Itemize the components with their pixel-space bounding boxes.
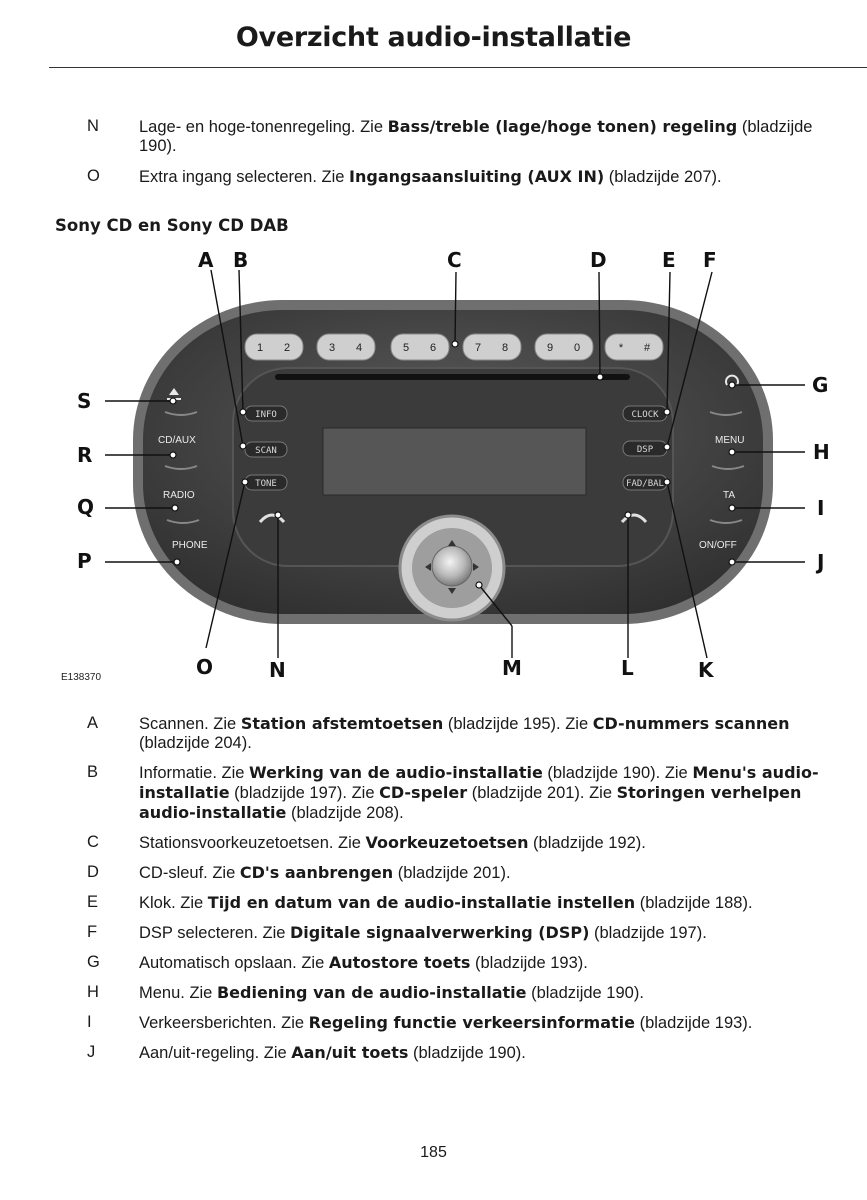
bottom-item-list	[86, 714, 846, 1073]
item-text-segment: Verkeersberichten. Zie	[139, 1014, 309, 1032]
list-item	[86, 117, 846, 156]
item-letter: G	[87, 953, 100, 971]
item-text-segment: Informatie. Zie	[139, 764, 250, 782]
callout-q: Q	[77, 495, 95, 519]
item-letter: C	[87, 833, 99, 851]
item-reference: Storingen verhelpen audio-installatie	[139, 783, 802, 822]
list-item	[86, 1013, 846, 1033]
page-number: 185	[420, 1144, 447, 1161]
item-text	[139, 117, 846, 156]
item-text	[139, 1013, 846, 1033]
preset-key-label: 7	[474, 342, 482, 354]
leader-c	[455, 272, 456, 344]
callout-f: F	[703, 248, 717, 272]
title-divider	[49, 67, 867, 68]
item-text-segment: (bladzijde 197).	[589, 924, 707, 942]
item-text-segment: DSP selecteren. Zie	[139, 924, 291, 942]
item-text-segment: (bladzijde 201). Zie	[467, 784, 617, 802]
callout-m: M	[502, 656, 522, 680]
item-letter: O	[87, 167, 100, 185]
callout-p: P	[77, 549, 92, 573]
leader-d	[599, 272, 600, 377]
audio-unit-diagram	[55, 240, 845, 690]
info-button-label: INFO	[255, 410, 277, 420]
callout-a: A	[198, 248, 214, 272]
fad-bal-button-label: FAD/BAL	[626, 479, 664, 489]
callout-d: D	[590, 248, 607, 272]
item-text	[139, 714, 846, 753]
preset-key-label: *	[618, 342, 624, 354]
item-text	[139, 953, 846, 973]
item-text-segment: (bladzijde 193).	[470, 954, 588, 972]
dot-i	[729, 505, 735, 511]
item-reference: Digitale signaalverwerking (DSP)	[290, 923, 590, 942]
dot-a	[240, 443, 246, 449]
item-letter: N	[87, 117, 99, 135]
item-reference: Voorkeuzetoetsen	[365, 833, 529, 852]
item-text-segment: CD-sleuf. Zie	[139, 864, 240, 882]
callout-g: G	[812, 373, 829, 397]
item-text	[139, 893, 846, 913]
callout-l: L	[621, 656, 634, 680]
preset-key-pair-star-hash[interactable]	[605, 334, 663, 360]
item-text-segment: (bladzijde 190). Zie	[542, 764, 693, 782]
preset-key-pair-3-4[interactable]	[317, 334, 375, 360]
cd-aux-label: CD/AUX	[158, 435, 196, 446]
item-text	[139, 983, 846, 1003]
callout-e: E	[662, 248, 676, 272]
display-screen	[323, 428, 586, 495]
item-text	[139, 923, 846, 943]
item-reference: Aan/uit toets	[291, 1043, 409, 1062]
item-letter: B	[87, 763, 99, 781]
callout-s: S	[77, 389, 92, 413]
list-item	[86, 1043, 846, 1063]
dot-g	[729, 382, 735, 388]
callout-b: B	[233, 248, 249, 272]
dot-h	[729, 449, 735, 455]
scan-button-label: SCAN	[255, 446, 277, 456]
list-item	[86, 167, 846, 187]
dot-s	[170, 398, 176, 404]
item-text-segment: Klok. Zie	[139, 894, 208, 912]
list-item	[86, 763, 846, 823]
dot-f	[664, 444, 670, 450]
radio-label: RADIO	[163, 490, 195, 501]
dot-j	[729, 559, 735, 565]
dot-o	[242, 479, 248, 485]
item-reference: Regeling functie verkeersinformatie	[308, 1013, 635, 1032]
preset-key-label: #	[643, 342, 651, 354]
callout-j: J	[817, 550, 825, 574]
item-text-segment: (bladzijde 188).	[635, 894, 753, 912]
item-text	[139, 833, 846, 853]
dot-k	[664, 479, 670, 485]
phone-label: PHONE	[172, 540, 208, 551]
item-reference: Station afstemtoetsen	[240, 714, 444, 733]
item-text-segment: (bladzijde 190).	[139, 118, 813, 155]
item-letter: I	[87, 1013, 92, 1031]
preset-key-pair-7-8[interactable]	[463, 334, 521, 360]
item-letter: F	[87, 923, 98, 941]
dot-e	[664, 409, 670, 415]
list-item	[86, 953, 846, 973]
callout-n: N	[269, 658, 286, 682]
callout-o: O	[196, 655, 214, 679]
item-text-segment: (bladzijde 190).	[526, 984, 644, 1002]
item-reference: Werking van de audio-installatie	[249, 763, 543, 782]
item-text-segment: Aan/uit-regeling. Zie	[139, 1044, 292, 1062]
list-item	[86, 983, 846, 1003]
item-text	[139, 1043, 846, 1063]
item-reference: Ingangsaansluiting (AUX IN)	[349, 167, 605, 186]
preset-key-label: 8	[501, 342, 509, 354]
audio-unit-figure	[55, 240, 845, 690]
dot-l	[625, 512, 631, 518]
item-text-segment: (bladzijde 195). Zie	[443, 715, 593, 733]
preset-key-label: 3	[328, 342, 336, 354]
preset-key-label: 0	[573, 342, 581, 354]
item-reference: Menu's audio-installatie	[139, 763, 819, 802]
preset-key-label: 9	[546, 342, 554, 354]
item-letter: A	[87, 714, 99, 732]
item-text-segment: (bladzijde 204).	[139, 734, 252, 752]
preset-key-pair-9-0[interactable]	[535, 334, 593, 360]
section-heading: Sony CD en Sony CD DAB	[55, 216, 289, 235]
item-reference: Tijd en datum van de audio-installatie instellen	[207, 893, 636, 912]
item-reference: Bass/treble (lage/hoge tonen) regeling	[387, 117, 738, 136]
callout-c: C	[447, 248, 462, 272]
on-off-label: ON/OFF	[699, 540, 737, 551]
callout-i: I	[817, 496, 825, 520]
preset-key-label: 5	[402, 342, 410, 354]
list-item	[86, 714, 846, 753]
item-text-segment: (bladzijde 193).	[634, 1014, 753, 1032]
dot-r	[170, 452, 176, 458]
ta-label: TA	[723, 490, 736, 501]
item-text-segment: Menu. Zie	[139, 984, 217, 1002]
top-item-list	[86, 117, 846, 198]
item-reference: Bediening van de audio-installatie	[216, 983, 527, 1002]
page-title: Overzicht audio-installatie	[235, 22, 632, 53]
item-text-segment: (bladzijde 201).	[393, 864, 511, 882]
item-letter: D	[87, 863, 99, 881]
item-reference: CD's aanbrengen	[239, 863, 394, 882]
dot-b	[240, 409, 246, 415]
dot-q	[172, 505, 178, 511]
dot-d	[597, 374, 603, 380]
list-item	[86, 923, 846, 943]
item-text-segment: (bladzijde 190).	[408, 1044, 526, 1062]
list-item	[86, 893, 846, 913]
callout-h: H	[813, 440, 830, 464]
list-item	[86, 863, 846, 883]
item-text-segment: (bladzijde 208).	[286, 804, 404, 822]
item-text-segment: (bladzijde 192).	[528, 834, 646, 852]
preset-key-label: 1	[256, 342, 264, 354]
dot-p	[174, 559, 180, 565]
dot-n	[275, 512, 281, 518]
clock-button-label: CLOCK	[631, 410, 659, 420]
preset-key-pair-1-2[interactable]	[245, 334, 303, 360]
item-reference: Autostore toets	[328, 953, 471, 972]
callout-k: K	[698, 658, 714, 682]
item-text	[139, 763, 846, 823]
item-letter: H	[87, 983, 99, 1001]
figure-id: E138370	[61, 672, 102, 683]
item-text-segment: Lage- en hoge-tonenregeling. Zie	[139, 118, 388, 136]
dot-m	[476, 582, 482, 588]
callout-r: R	[77, 443, 93, 467]
tone-button-label: TONE	[255, 479, 277, 489]
item-text	[139, 863, 846, 883]
item-text-segment: Extra ingang selecteren. Zie	[139, 168, 350, 186]
item-letter: E	[87, 893, 99, 911]
cd-slot[interactable]	[275, 374, 630, 380]
item-text	[139, 167, 846, 187]
item-reference: CD-nummers scannen	[592, 714, 790, 733]
navigation-knob[interactable]	[432, 546, 472, 586]
item-reference: CD-speler	[379, 783, 468, 802]
preset-key-label: 4	[355, 342, 363, 354]
item-text-segment: Stationsvoorkeuzetoetsen. Zie	[139, 834, 366, 852]
item-text-segment: Scannen. Zie	[139, 715, 241, 733]
preset-key-label: 2	[283, 342, 291, 354]
menu-label: MENU	[715, 435, 745, 446]
list-item	[86, 833, 846, 853]
dot-c	[452, 341, 458, 347]
preset-key-label: 6	[429, 342, 437, 354]
item-text-segment: (bladzijde 207).	[604, 168, 722, 186]
preset-key-pair-5-6[interactable]	[391, 334, 449, 360]
item-text-segment: Automatisch opslaan. Zie	[139, 954, 329, 972]
item-letter: J	[87, 1043, 96, 1061]
dsp-button-label: DSP	[636, 445, 654, 455]
item-text-segment: (bladzijde 197). Zie	[229, 784, 380, 802]
